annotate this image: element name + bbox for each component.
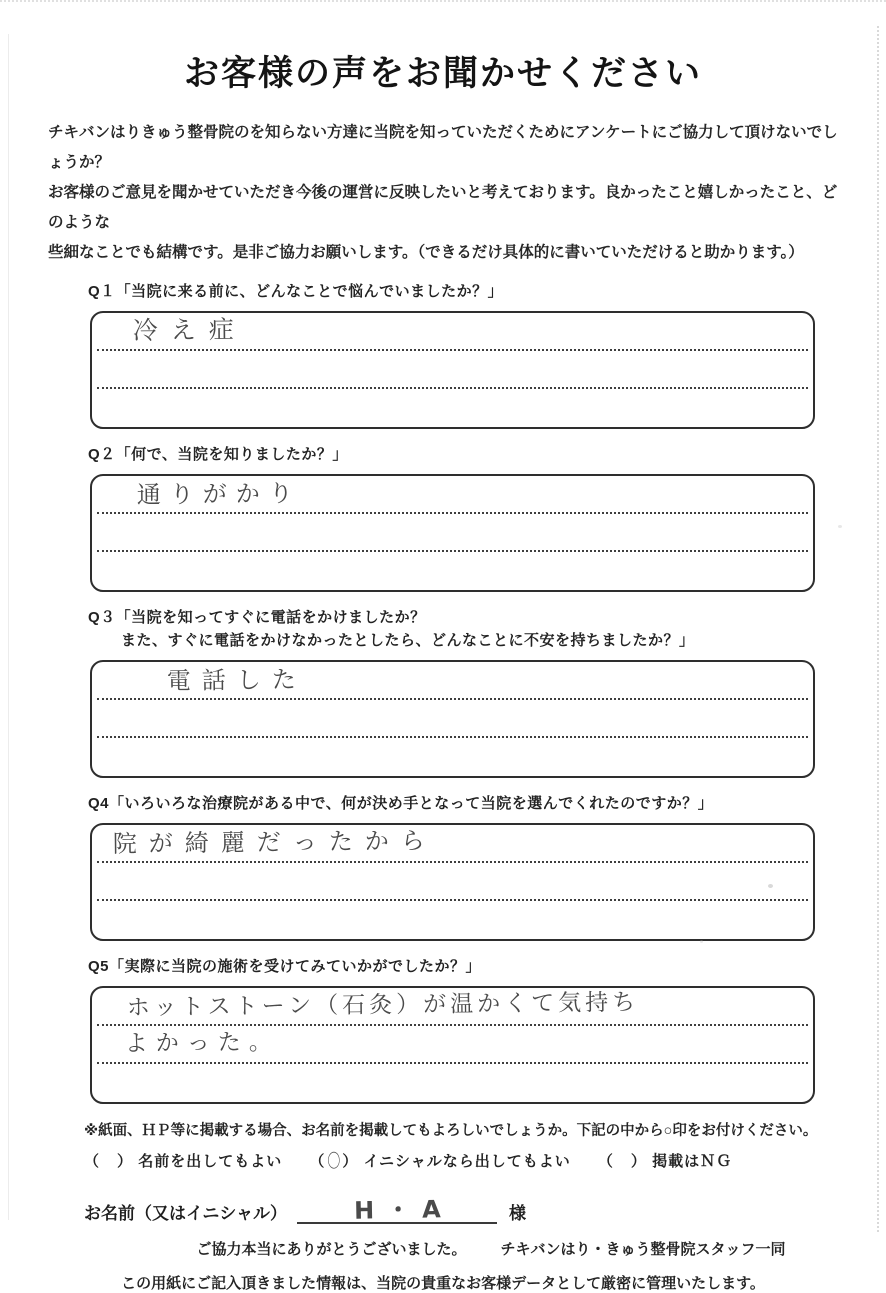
answer-line — [97, 351, 808, 389]
answer-box-q5 — [90, 986, 815, 1104]
name-underline — [297, 1187, 497, 1224]
answer-line — [97, 389, 808, 427]
question-label-q3-line2: また、すぐに電話をかけなかったとしたら、どんなことに不安を持ちましたか？」 — [121, 632, 695, 649]
handwritten-answer-q4: 院が綺麗だったから — [112, 826, 437, 859]
question-label-q4: Q4「いろいろな治療院がある中で、何が決め手となって当院を選んでくれたのですか？」 — [88, 795, 714, 812]
page-title: お客様の声をお聞かせください — [183, 54, 702, 93]
scan-edge-artifact — [8, 34, 9, 1220]
question-block-q4 — [88, 793, 886, 941]
question-label-q2: Q２「何で、当院を知りましたか？」 — [88, 446, 348, 463]
name-field-label: お名前（又はイニシャル） — [84, 1204, 287, 1223]
intro-paragraph — [48, 118, 840, 268]
answer-line — [97, 552, 808, 590]
answer-line — [97, 863, 808, 901]
handwritten-answer-q5-line2: よかった。 — [124, 1029, 280, 1057]
consent-mark-slot — [616, 1146, 629, 1174]
answer-box-q4 — [90, 823, 815, 941]
paren-open: （ — [84, 1153, 101, 1170]
answer-box-q1 — [90, 311, 815, 429]
consent-note: ※紙面、ＨＰ等に掲載する場合、お名前を掲載してもよろしいでしょうか。下記の中から○印をお付けください。 — [84, 1123, 818, 1139]
answer-line — [97, 1064, 808, 1102]
consent-mark-slot — [102, 1146, 115, 1174]
answer-line — [97, 825, 808, 863]
thanks-text: ご協力本当にありがとうございました。 — [196, 1241, 467, 1258]
paren-close: ） — [117, 1153, 134, 1170]
answer-box-q3 — [90, 660, 815, 778]
name-field-row — [84, 1187, 886, 1224]
answer-line — [97, 738, 808, 776]
answer-line — [97, 514, 808, 552]
question-label-q1: Q１「当院に来る前に、どんなことで悩んでいましたか？」 — [88, 283, 504, 300]
paren-open: （ — [309, 1153, 326, 1170]
name-suffix: 様 — [508, 1204, 526, 1223]
intro-line: チキバンはりきゅう整骨院のを知らない方達に当院を知っていただくためにアンケートにご協力して頂けないでしょうか？ — [48, 124, 838, 171]
answer-line — [97, 662, 808, 700]
handwritten-answer-q5-line1: ホットストーン（石灸）が温かくて気持ち — [126, 989, 640, 1022]
answer-line — [97, 313, 808, 351]
answer-line — [97, 988, 808, 1026]
question-block-q1 — [88, 281, 886, 429]
answer-line — [97, 1026, 808, 1064]
staff-signature: チキバンはり・きゅう整骨院スタッフ一同 — [500, 1241, 786, 1258]
answer-line — [97, 901, 808, 939]
handwritten-answer-q3: 電話した — [166, 665, 307, 696]
intro-line: 些細なことでも結構です。是非ご協力お願いします。（できるだけ具体的に書いていただけると助かります。） — [48, 244, 804, 261]
consent-option-initials-ok — [309, 1150, 575, 1174]
handwritten-circle-mark: 〇 — [327, 1150, 342, 1174]
paren-open: （ — [597, 1153, 614, 1170]
answer-line — [97, 700, 808, 738]
paren-close: ） — [342, 1153, 359, 1170]
intro-line: お客様のご意見を聞かせていただき今後の運営に反映したいと考えております。良かったこと嬉しかったこと、どのような — [48, 184, 838, 231]
consent-options — [84, 1147, 846, 1173]
privacy-notice: この用紙にご記入頂きました情報は、当院の貴重なお客様データとして厳密に管理いたします。 — [121, 1275, 765, 1292]
handwritten-answer-q1: 冷え症 — [132, 314, 247, 346]
answer-box-q2 — [90, 474, 815, 592]
answer-line — [97, 476, 808, 514]
question-block-q2 — [88, 444, 886, 592]
question-block-q5 — [88, 956, 886, 1104]
consent-option-label: 名前を出してもよい — [138, 1153, 283, 1170]
question-label-q5: Q5「実際に当院の施術を受けてみていかがでしたか？」 — [88, 958, 482, 975]
consent-option-label: 掲載はＮＧ — [652, 1153, 733, 1170]
paren-close: ） — [630, 1153, 647, 1170]
handwritten-initials: H・A — [353, 1195, 453, 1225]
handwritten-answer-q2: 通りがかり — [136, 479, 302, 510]
question-label-q3: Q３「当院を知ってすぐに電話をかけましたか？ — [88, 609, 426, 626]
consent-option-ng — [598, 1153, 732, 1170]
thanks-line — [0, 1238, 886, 1259]
consent-option-label: イニシャルなら出してもよい — [363, 1153, 571, 1170]
question-block-q3 — [88, 607, 886, 778]
consent-option-name-ok — [84, 1153, 287, 1170]
